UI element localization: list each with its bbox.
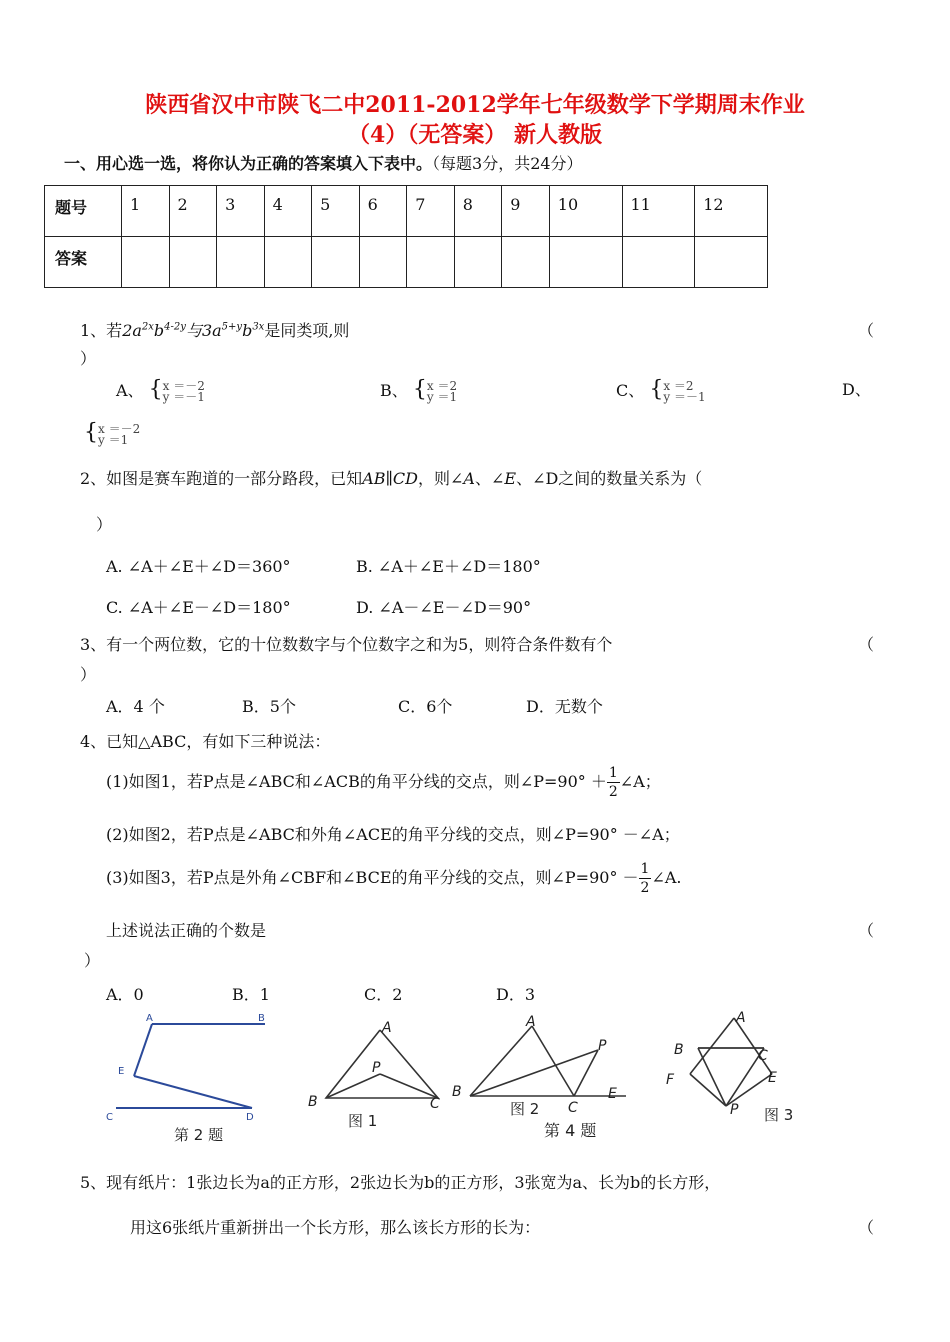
answer-cell[interactable] — [454, 237, 502, 288]
q4-option-b[interactable]: B．1 — [232, 985, 270, 1004]
caption-q4: 第 4 题 — [544, 1121, 597, 1140]
q1-option-b[interactable]: B、 {x ＝2 y ＝1 — [380, 377, 458, 404]
q5-paren-open: （ — [858, 1218, 875, 1237]
table-row-numbers — [45, 186, 768, 237]
table-cell-number: 8 — [454, 186, 502, 237]
table-cell-number: 4 — [264, 186, 312, 237]
fraction-half: $\frac{1}{2}$ — [608, 765, 618, 800]
answer-cell[interactable] — [549, 237, 622, 288]
answer-cell[interactable] — [312, 237, 360, 288]
label-b: B — [258, 1013, 265, 1024]
label-a: A — [382, 1020, 392, 1036]
answer-cell[interactable] — [122, 237, 170, 288]
caption-fig2: 图 2 — [510, 1100, 540, 1118]
q1-option-d[interactable]: {x ＝－2 y ＝1 — [84, 420, 141, 447]
answer-cell[interactable] — [407, 237, 455, 288]
q3-paren-close: ） — [80, 665, 97, 684]
table-header-answer: 答案 — [45, 237, 122, 288]
figure-q2-track — [100, 1012, 290, 1147]
table-row-answers — [45, 237, 768, 288]
q1-option-c[interactable]: C、 {x ＝2 y ＝－1 — [616, 377, 706, 404]
q4-statement-1: (1)如图1，若P点是∠ABC和∠ACB的角平分线的交点，则∠P=90° ＋ $\frac{1}{2}$ ∠A； — [106, 765, 661, 800]
answer-cell[interactable] — [264, 237, 312, 288]
label-e: E — [608, 1086, 617, 1102]
label-p: P — [598, 1038, 607, 1054]
table-cell-number: 10 — [549, 186, 622, 237]
q2-option-d[interactable]: D. ∠A－∠E－∠D＝90° — [356, 598, 532, 617]
table-cell-number: 2 — [169, 186, 217, 237]
q5-stem-2: 用这6张纸片重新拼出一个长方形，那么该长方形的长为： — [130, 1218, 541, 1237]
q4-statement-3: (3)如图3，若P点是外角∠CBF和∠BCE的角平分线的交点，则∠P=90° － $\frac{1}{2}$ ∠A. — [106, 861, 682, 896]
q1-expression: $2a^{2x}b^{4-2y}$与$3a^{5+y}b^{3x}$ — [122, 321, 265, 340]
q4-question: 上述说法正确的个数是 — [106, 921, 267, 940]
answer-cell[interactable] — [169, 237, 217, 288]
table-cell-number: 7 — [407, 186, 455, 237]
table-cell-number: 1 — [122, 186, 170, 237]
answer-cell[interactable] — [217, 237, 265, 288]
label-d: D — [246, 1112, 254, 1123]
q2-paren-close: ） — [96, 515, 113, 534]
q2-option-a[interactable]: A. ∠A＋∠E＋∠D＝360° — [106, 557, 291, 576]
q4-paren-close: ） — [84, 951, 101, 970]
label-c: C — [758, 1048, 768, 1064]
label-c: C — [106, 1112, 113, 1123]
label-c: C — [568, 1100, 578, 1116]
label-c: C — [430, 1096, 440, 1112]
section-heading — [64, 151, 583, 174]
table-cell-number: 6 — [359, 186, 407, 237]
q3-option-a[interactable]: A．4 个 — [106, 697, 165, 716]
q3-option-c[interactable]: C．6个 — [398, 697, 453, 716]
caption-fig3: 图 3 — [764, 1106, 794, 1124]
q3-stem: 3、有一个两位数，它的十位数数字与个位数字之和为5，则符合条件数有个 — [80, 635, 613, 654]
q1-stem — [80, 318, 349, 341]
label-p: P — [372, 1060, 381, 1076]
caption-q2: 第 2 题 — [174, 1126, 224, 1144]
label-p: P — [730, 1102, 739, 1118]
label-a: A — [526, 1014, 536, 1030]
caption-fig1: 图 1 — [348, 1112, 378, 1130]
q2-option-b[interactable]: B. ∠A＋∠E＋∠D＝180° — [356, 557, 541, 576]
label-e: E — [768, 1070, 777, 1086]
q1-prefix: 1、若 — [80, 321, 123, 340]
label-b: B — [308, 1094, 318, 1110]
q3-paren-open: （ — [858, 635, 875, 654]
table-cell-number: 9 — [502, 186, 550, 237]
q1-paren-close: ） — [80, 349, 97, 368]
fraction-half: $\frac{1}{2}$ — [640, 861, 650, 896]
answer-cell[interactable] — [695, 237, 768, 288]
figure-1 — [300, 1016, 450, 1136]
document-title-line1: 陕西省汉中市陕飞二中2011-2012学年七年级数学下学期周末作业 — [145, 92, 805, 118]
q3-option-b[interactable]: B．5个 — [242, 697, 296, 716]
q1-paren-open: （ — [858, 321, 875, 340]
table-cell-number: 5 — [312, 186, 360, 237]
q4-statement-2: (2)如图2，若P点是∠ABC和外角∠ACE的角平分线的交点，则∠P=90° －∠A； — [106, 825, 680, 844]
label-a: A — [146, 1013, 153, 1024]
q5-stem: 5、现有纸片：1张边长为a的正方形，2张边长为b的正方形，3张宽为a、长为b的长方形， — [80, 1173, 721, 1192]
q2-option-c[interactable]: C. ∠A＋∠E－∠D＝180° — [106, 598, 291, 617]
q3-option-d[interactable]: D．无数个 — [526, 697, 603, 716]
table-cell-number: 12 — [695, 186, 768, 237]
figure-2 — [448, 1012, 638, 1142]
label-e: E — [118, 1066, 125, 1077]
answer-cell[interactable] — [622, 237, 695, 288]
section-score-note: （每题3分，共24分） — [432, 154, 583, 173]
q1-option-a[interactable]: A、 {x ＝－2 y ＝－1 — [116, 377, 205, 404]
answer-table — [44, 185, 768, 288]
q4-option-d[interactable]: D．3 — [496, 985, 536, 1004]
section-heading-text: 一、用心选一选，将你认为正确的答案填入下表中。 — [64, 154, 433, 173]
answer-cell[interactable] — [502, 237, 550, 288]
q4-paren-open: （ — [858, 921, 875, 940]
q4-stem: 4、已知△ABC，有如下三种说法： — [80, 732, 331, 751]
document-title-line2: （4）（无答案） 新人教版 — [348, 122, 602, 148]
label-b: B — [674, 1042, 684, 1058]
q2-stem: 2、如图是赛车跑道的一部分路段，已知AB∥CD，则∠A、∠E、∠D之间的数量关系为（ — [80, 469, 703, 488]
table-cell-number: 3 — [217, 186, 265, 237]
label-f: F — [666, 1072, 675, 1088]
label-a: A — [736, 1010, 746, 1026]
table-header-number: 题号 — [45, 186, 122, 237]
q1-option-d-label[interactable]: D、 — [842, 380, 871, 399]
table-cell-number: 11 — [622, 186, 695, 237]
q4-option-a[interactable]: A．0 — [106, 985, 144, 1004]
label-b: B — [452, 1084, 462, 1100]
q1-suffix: 是同类项,则 — [264, 321, 350, 340]
answer-cell[interactable] — [359, 237, 407, 288]
figure-3 — [660, 1004, 810, 1134]
q4-option-c[interactable]: C．2 — [364, 985, 403, 1004]
